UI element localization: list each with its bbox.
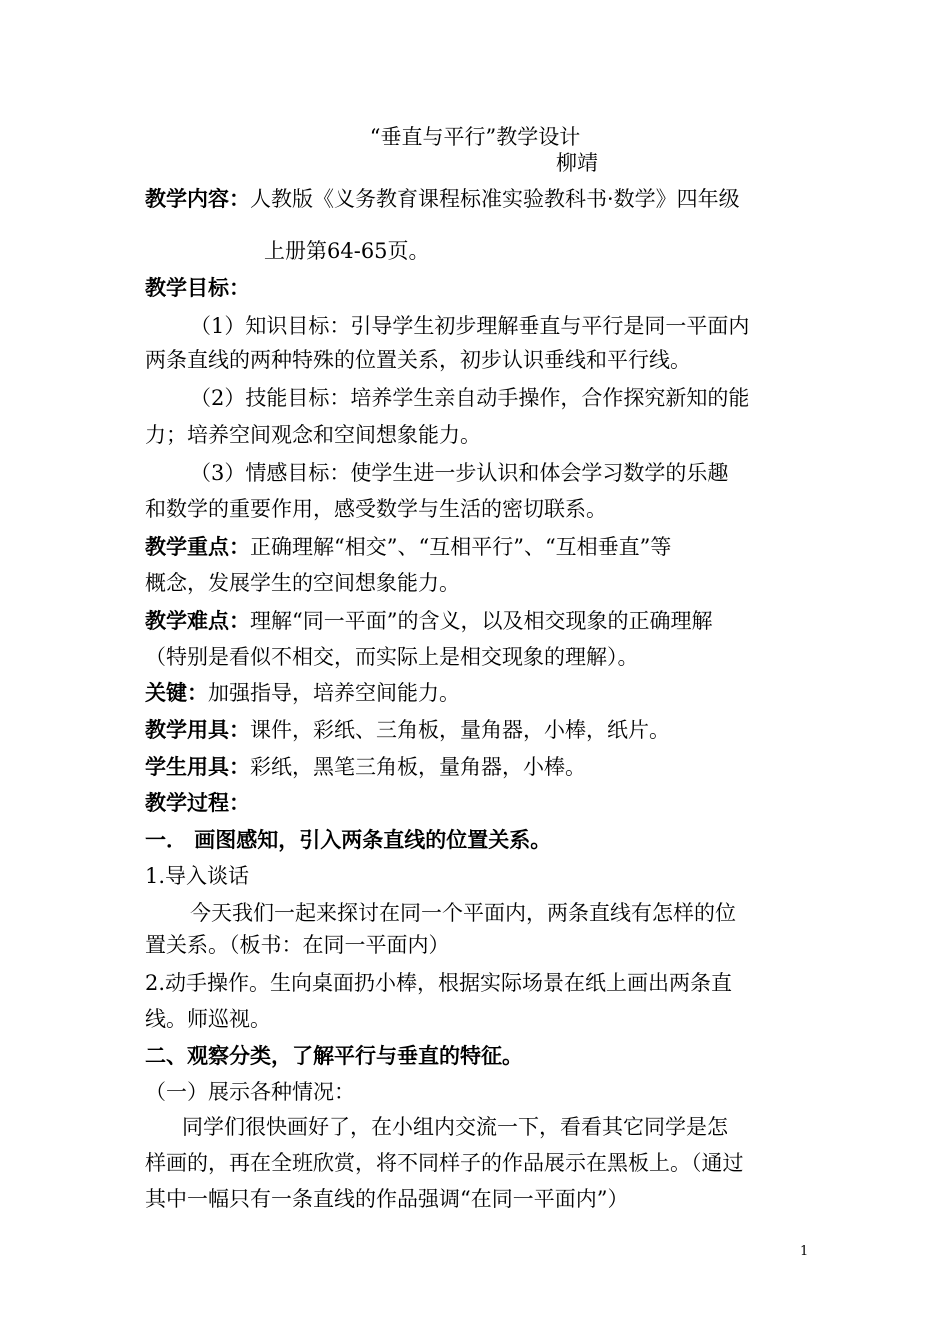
diff-line1: 理解“同一平面”的含义，以及相交现象的正确理解 <box>250 609 713 633</box>
crux-label: 关键： <box>145 680 208 705</box>
goal2-line1: （2）技能目标：培养学生亲自动手操作，合作探究新知的能 <box>190 386 750 410</box>
diff-label: 教学难点： <box>145 608 250 633</box>
doc-author: 柳靖 <box>556 151 598 175</box>
crux <box>145 678 810 708</box>
content-text-2: 上册第64-65页。 <box>264 239 430 263</box>
student-tools <box>145 752 810 782</box>
content-text: 人教版《义务教育课程标准实验教科书·数学》四年级 <box>250 187 740 211</box>
step-1-1-line1: 今天我们一起来探讨在同一个平面内，两条直线有怎样的位 <box>190 901 736 925</box>
section-2-heading: 二、观察分类，了解平行与垂直的特征。 <box>145 1043 523 1068</box>
step-1-2-line1: 2.动手操作。生向桌面扔小棒，根据实际场景在纸上画出两条直 <box>145 971 733 995</box>
step-2-1-line3: 其中一幅只有一条直线的作品强调“在同一平面内”） <box>145 1187 629 1211</box>
key-line1: 正确理解“相交”、“互相平行”、“互相垂直”等 <box>250 535 672 559</box>
stools-label: 学生用具： <box>145 754 250 779</box>
stools-text: 彩纸，黑笔三角板，量角器，小棒。 <box>250 755 586 779</box>
diff-line2: （特别是看似不相交，而实际上是相交现象的理解）。 <box>145 645 639 669</box>
teaching-tools <box>145 715 810 745</box>
key-label: 教学重点： <box>145 534 250 559</box>
doc-title: “垂直与平行”教学设计 <box>369 125 581 149</box>
step-1-1: 1.导入谈话 <box>145 864 250 888</box>
goals-label: 教学目标： <box>145 275 250 300</box>
goal1-line1: （1）知识目标：引导学生初步理解垂直与平行是同一平面内 <box>190 314 750 338</box>
page-number: 1 <box>800 1244 809 1259</box>
step-1-2-line2: 线。师巡视。 <box>145 1007 271 1031</box>
section-1-heading: 一． 画图感知，引入两条直线的位置关系。 <box>145 827 552 852</box>
goal2-line2: 力；培养空间观念和空间想象能力。 <box>145 423 481 447</box>
tools-text: 课件，彩纸、三角板，量角器，小棒，纸片。 <box>250 718 670 742</box>
step-2-1-line2: 样画的，再在全班欣赏，将不同样子的作品展示在黑板上。（通过 <box>145 1151 744 1175</box>
process-label: 教学过程： <box>145 790 250 815</box>
goal3-line1: （3）情感目标：使学生进一步认识和体会学习数学的乐趣 <box>190 461 729 485</box>
goal1-line2: 两条直线的两种特殊的位置关系，初步认识垂线和平行线。 <box>145 348 691 372</box>
step-2-1: （一）展示各种情况： <box>145 1080 355 1104</box>
content-label: 教学内容： <box>145 186 250 211</box>
difficult-points <box>145 606 810 636</box>
step-1-1-line2: 置关系。（板书：在同一平面内） <box>145 933 450 957</box>
crux-text: 加强指导，培养空间能力。 <box>208 681 460 705</box>
tools-label: 教学用具： <box>145 717 250 742</box>
key-line2: 概念，发展学生的空间想象能力。 <box>145 571 460 595</box>
step-2-1-line1: 同学们很快画好了，在小组内交流一下，看看其它同学是怎 <box>182 1115 728 1139</box>
teaching-content <box>145 184 810 214</box>
goal3-line2: 和数学的重要作用，感受数学与生活的密切联系。 <box>145 497 607 521</box>
key-points <box>145 532 810 562</box>
